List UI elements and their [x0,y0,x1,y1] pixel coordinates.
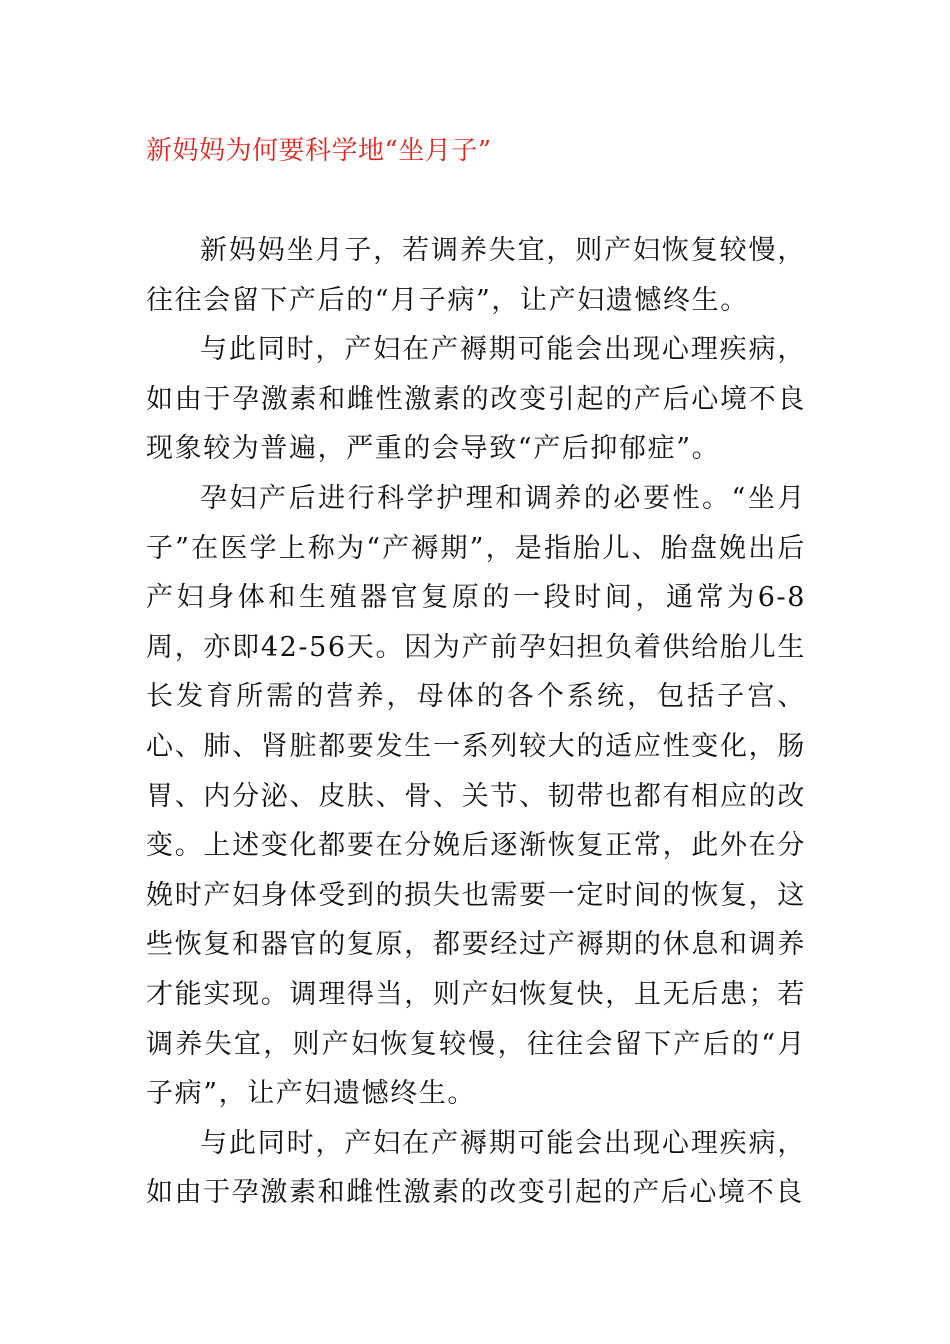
paragraph-1: 新妈妈坐月子，若调养失宜，则产妇恢复较慢，往往会留下产后的“月子病”，让产妇遗憾终生。 [146,235,806,316]
paragraph-3: 孕妇产后进行科学护理和调养的必要性。“坐月子”在医学上称为“产褥期”，是指胎儿、胎盘娩出后产妇身体和生殖器官复原的一段时间，通常为6-8周，亦即42-56天。因为产前孕妇担负着供给胎儿生长发育所需的营养，母体的各个系统，包括子宫、心、肺、肾脏都要发生一系列较大的适应性变化，肠胃、内分泌、皮肤、骨、关节、韧带也都有相应的改变。上述变化都要在分娩后逐渐恢复正常，此外在分娩时产妇身体受到的损失也需要一定时间的恢复，这些恢复和器官的复原，都要经过产褥期的休息和调养才能实现。调理得当，则产妇恢复快，且无后患；若调养失宜，则产妇恢复较慢，往往会留下产后的“月子病”，让产妇遗憾终生。 [146,482,806,1110]
paragraph-4: 与此同时，产妇在产褥期可能会出现心理疾病，如由于孕激素和雌性激素的改变引起的产后心境不良 [146,1127,806,1209]
paragraph-2: 与此同时，产妇在产褥期可能会出现心理疾病，如由于孕激素和雌性激素的改变引起的产后心境不良现象较为普遍，严重的会导致“产后抑郁症”。 [146,334,806,465]
document-body [146,226,806,1218]
document-title: 新妈妈为何要科学地“坐月子” [146,136,492,166]
